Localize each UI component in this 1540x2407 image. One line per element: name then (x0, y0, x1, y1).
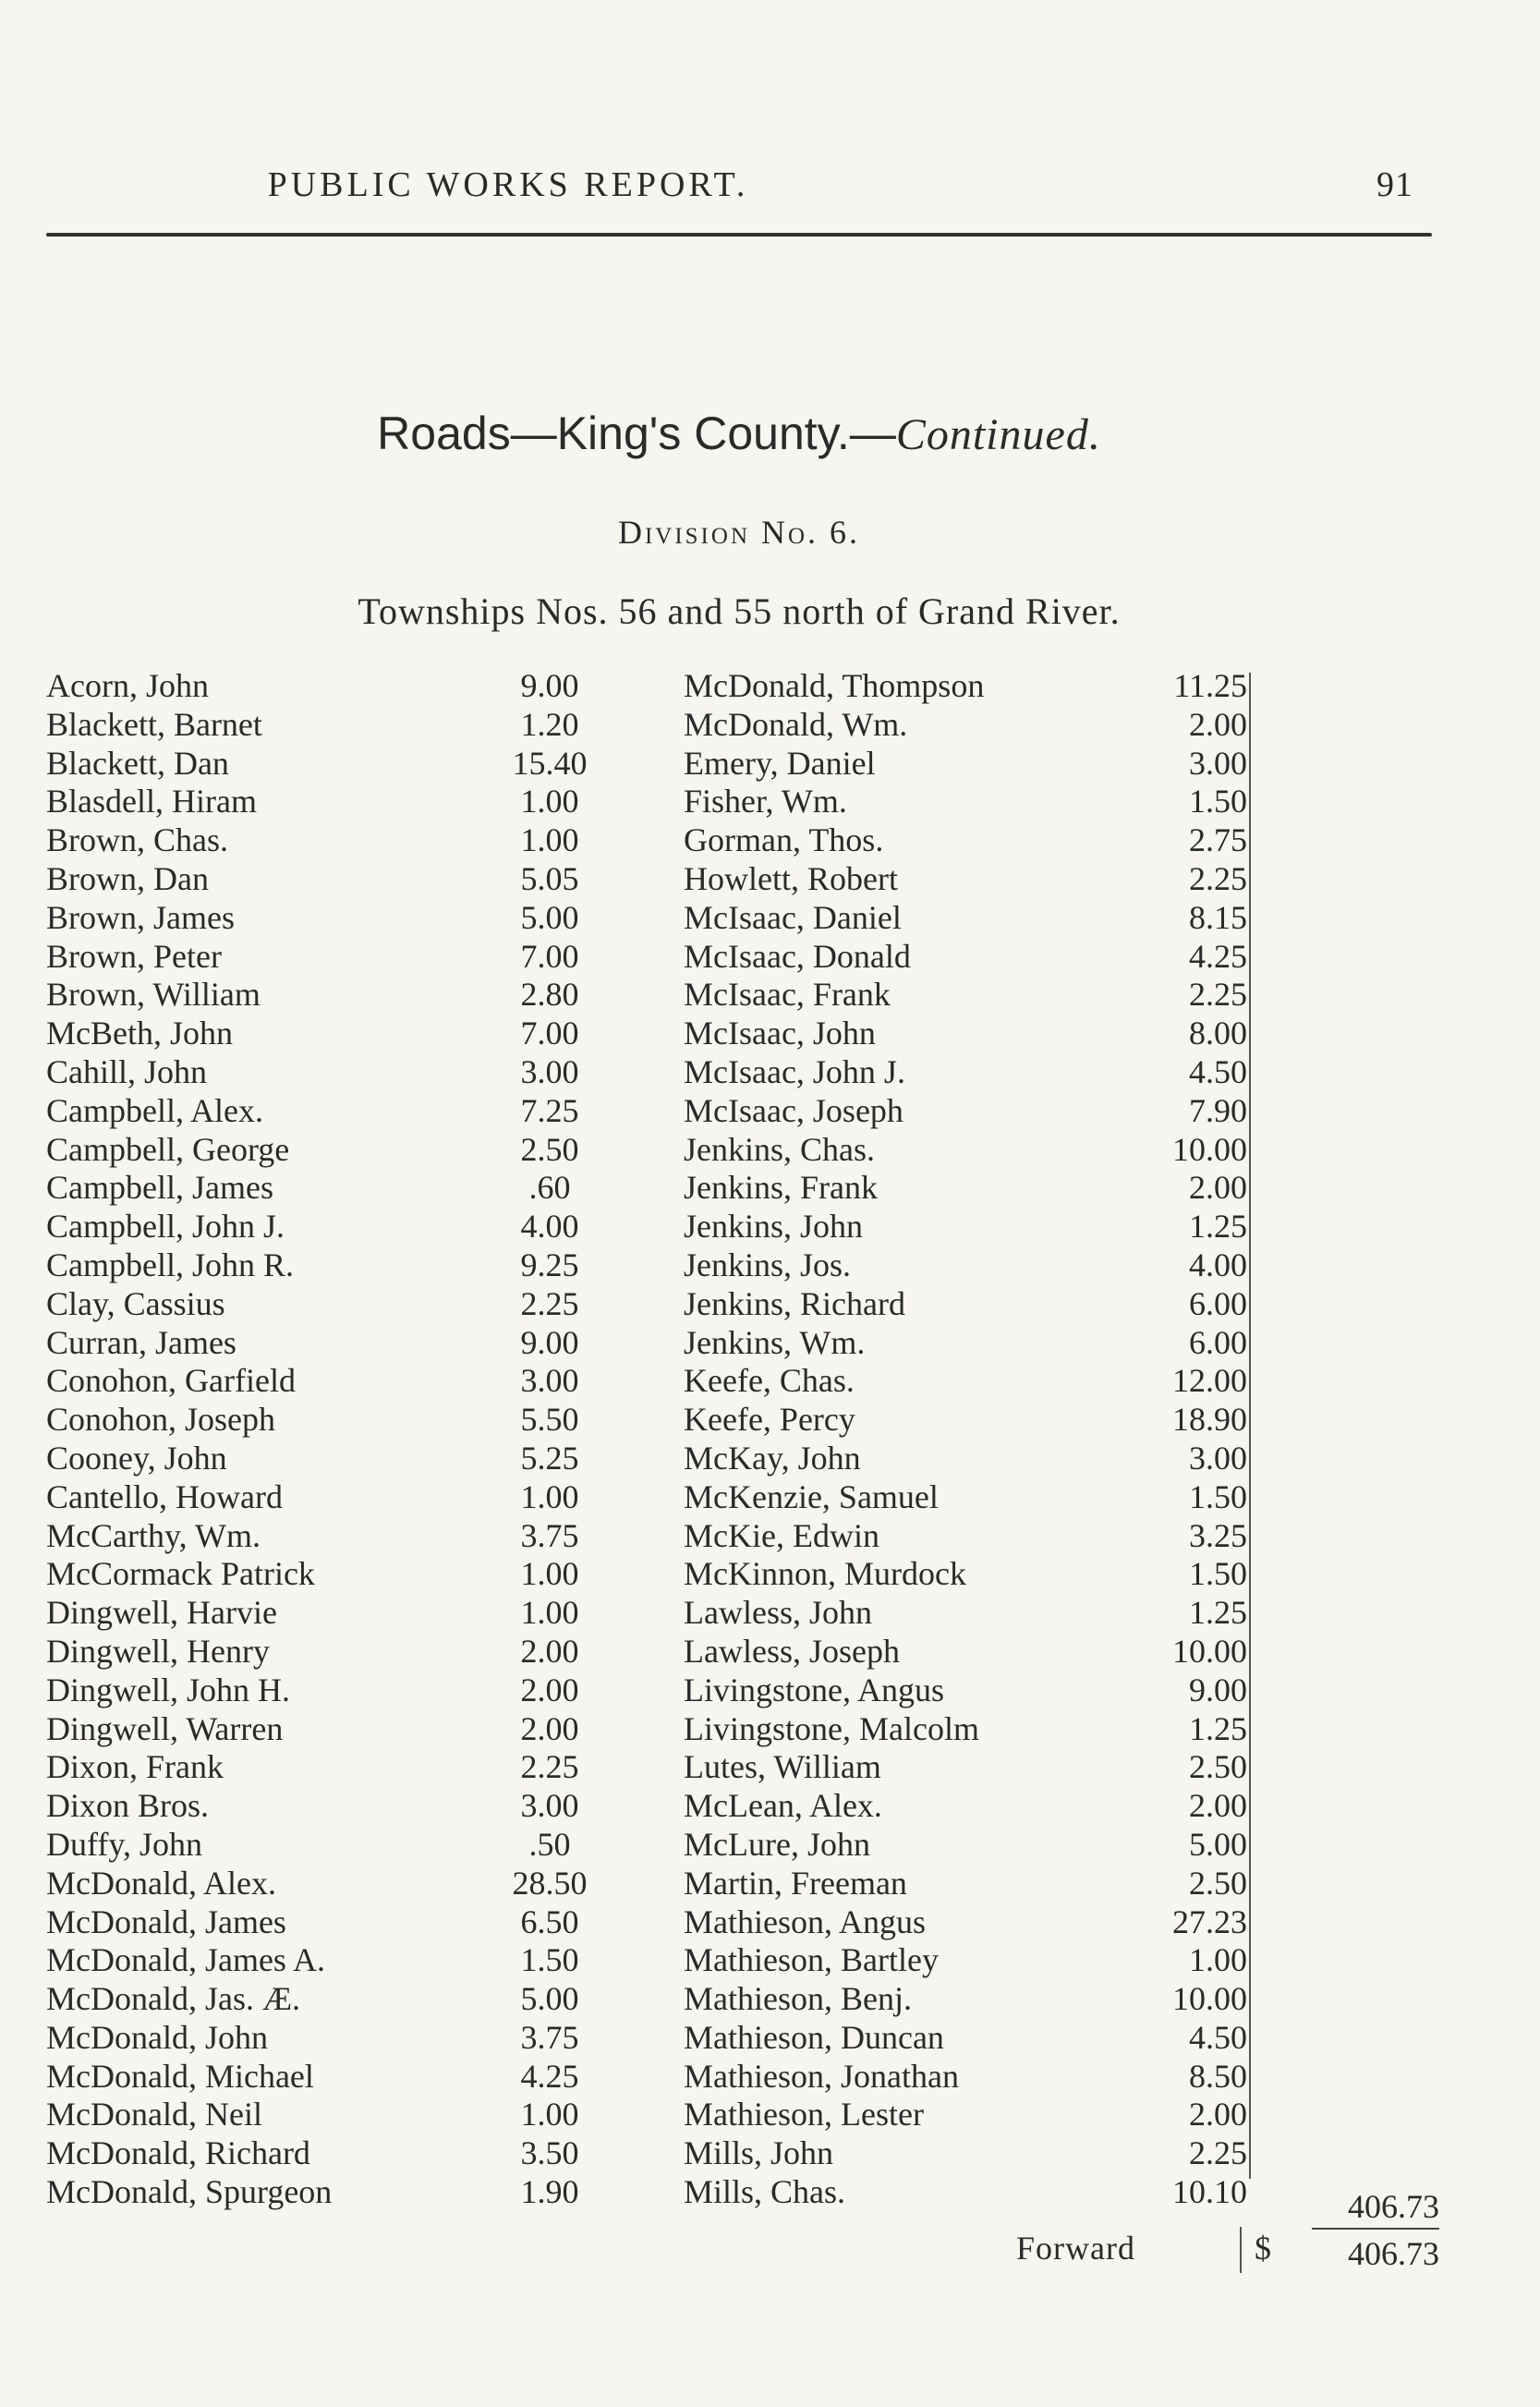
entry-name: Cantello, Howard (46, 1477, 283, 1515)
ledger-row (684, 1246, 1256, 1285)
ledger-row (46, 1672, 600, 1710)
entry-name: McIsaac, John (684, 1015, 876, 1052)
entry-amount: 7.00 (520, 1015, 579, 1052)
entry-name: McDonald, James (46, 1903, 286, 1940)
entry-amount: 2.00 (520, 1632, 579, 1670)
entry-amount: 1.50 (1189, 1555, 1247, 1593)
section-title (0, 407, 1478, 460)
entry-name: Emery, Daniel (684, 744, 876, 782)
ledger-row (46, 2134, 600, 2173)
entry-name: Martin, Freeman (684, 1864, 907, 1902)
ledger-row (684, 1787, 1256, 1826)
entry-amount: 1.00 (520, 1555, 579, 1593)
column-rule (1249, 673, 1251, 2179)
entry-name: Dingwell, John H. (46, 1671, 290, 1708)
ledger-row (684, 1826, 1256, 1865)
entry-name: Jenkins, Chas. (684, 1130, 875, 1168)
ledger-row (46, 1053, 600, 1092)
ledger-row (684, 860, 1256, 899)
entry-amount: 7.25 (520, 1091, 579, 1129)
entry-amount: 9.00 (1189, 1671, 1247, 1708)
entry-amount: 12.00 (1172, 1362, 1247, 1400)
entry-name: McCarthy, Wm. (46, 1516, 261, 1554)
ledger-row (684, 1517, 1256, 1556)
entry-name: Conohon, Garfield (46, 1362, 296, 1400)
entry-amount: 4.50 (1189, 2018, 1247, 2056)
entry-amount: 2.25 (1189, 976, 1247, 1014)
ledger-row (46, 1787, 600, 1826)
townships-subheading: Townships Nos. 56 and 55 north of Grand River. (358, 590, 1121, 632)
entry-name: Brown, Dan (46, 859, 209, 897)
ledger-row (684, 1092, 1256, 1131)
entry-amount: .60 (528, 1169, 571, 1207)
ledger-row (46, 1710, 600, 1749)
ledger-row (684, 1633, 1256, 1672)
ledger-row (684, 2173, 1256, 2212)
entry-name: McDonald, Richard (46, 2134, 310, 2172)
ledger-row (46, 1208, 600, 1246)
entry-amount: 2.50 (1189, 1748, 1247, 1786)
entry-amount: 5.05 (520, 859, 579, 897)
entry-amount: 2.00 (520, 1671, 579, 1708)
ledger-row (684, 1903, 1256, 1942)
entry-name: McCormack Patrick (46, 1555, 315, 1593)
entry-amount: 2.00 (1189, 705, 1247, 743)
entry-name: McIsaac, Frank (684, 976, 891, 1014)
ledger-row (684, 976, 1256, 1015)
entry-name: Fisher, Wm. (684, 783, 847, 821)
forward-rule (1240, 2227, 1242, 2273)
ledger-row (684, 1594, 1256, 1633)
ledger-row (684, 899, 1256, 938)
ledger-row (684, 783, 1256, 821)
forward-value: 406.73 (1348, 2235, 1439, 2272)
entry-amount: 1.50 (1189, 783, 1247, 821)
entry-amount: 1.25 (1189, 1208, 1247, 1246)
entry-amount: 8.50 (1189, 2057, 1247, 2095)
entry-amount: 4.25 (1189, 937, 1247, 975)
entry-name: Campbell, John J. (46, 1208, 285, 1246)
entry-amount: 3.00 (520, 1787, 579, 1825)
entry-amount: 1.50 (1189, 1477, 1247, 1515)
ledger-row (684, 1440, 1256, 1478)
entry-name: Duffy, John (46, 1825, 202, 1863)
left-column (46, 667, 600, 2212)
entry-amount: 3.00 (520, 1362, 579, 1400)
ledger-row (684, 1401, 1256, 1440)
ledger-row (684, 1324, 1256, 1363)
entry-amount: 2.75 (1189, 821, 1247, 859)
entry-name: Mills, John (684, 2134, 834, 2172)
section-title-main: Roads—King's County.— (377, 407, 896, 459)
ledger-row (46, 2096, 600, 2134)
entry-name: McKie, Edwin (684, 1516, 879, 1554)
ledger-row (684, 821, 1256, 860)
subtotal: 406.73 (1312, 2187, 1439, 2230)
entry-amount: 3.75 (520, 2018, 579, 2056)
entry-name: McDonald, Alex. (46, 1864, 276, 1902)
entry-name: McDonald, Jas. Æ. (46, 1980, 300, 2018)
ledger-row (684, 1672, 1256, 1710)
entry-amount: 10.00 (1172, 1130, 1247, 1168)
entry-amount: 27.23 (1172, 1903, 1247, 1940)
entry-amount: 1.25 (1189, 1709, 1247, 1747)
ledger-row (46, 1131, 600, 1170)
ledger-row (684, 1208, 1256, 1246)
header-rule (46, 233, 1432, 237)
ledger-row (46, 1517, 600, 1556)
entry-name: McDonald, Thompson (684, 667, 985, 704)
ledger-row (684, 1710, 1256, 1749)
ledger-row (46, 1362, 600, 1401)
entry-amount: 6.00 (1189, 1323, 1247, 1361)
entry-name: Blasdell, Hiram (46, 783, 257, 821)
ledger-row (46, 1826, 600, 1865)
entry-name: Dixon, Frank (46, 1748, 224, 1786)
entry-name: Jenkins, John (684, 1208, 864, 1246)
ledger-row (684, 1053, 1256, 1092)
entry-name: Campbell, Alex. (46, 1091, 263, 1129)
entry-name: Mathieson, Lester (684, 2096, 924, 2133)
entry-amount: 1.20 (520, 705, 579, 743)
entry-name: Mathieson, Angus (684, 1903, 927, 1940)
entry-name: Brown, William (46, 976, 261, 1014)
ledger-row (46, 1594, 600, 1633)
entry-amount: 6.50 (520, 1903, 579, 1940)
entry-name: McIsaac, John J. (684, 1052, 905, 1090)
entry-name: Mathieson, Benj. (684, 1980, 912, 2018)
entry-amount: 1.00 (520, 1477, 579, 1515)
ledger-row (46, 1748, 600, 1787)
ledger-row (684, 1941, 1256, 1980)
entry-name: McKenzie, Samuel (684, 1477, 939, 1515)
entry-name: McDonald, Spurgeon (46, 2173, 333, 2211)
ledger-row (684, 1478, 1256, 1517)
entry-amount: 1.00 (520, 783, 579, 821)
ledger-row (684, 1865, 1256, 1903)
entry-amount: 2.25 (1189, 2134, 1247, 2172)
entry-name: Lawless, John (684, 1594, 872, 1632)
ledger-row (46, 899, 600, 938)
entry-name: Clay, Cassius (46, 1284, 225, 1322)
entry-amount: 1.90 (520, 2173, 579, 2211)
entry-amount: 2.00 (1189, 1787, 1247, 1825)
entry-amount: 3.00 (1189, 744, 1247, 782)
ledger-row (684, 1555, 1256, 1594)
entry-name: Jenkins, Wm. (684, 1323, 866, 1361)
ledger-row (684, 1015, 1256, 1053)
entry-amount: 7.90 (1189, 1091, 1247, 1129)
entry-amount: 2.00 (1189, 2096, 1247, 2133)
entry-amount: 2.50 (520, 1130, 579, 1168)
ledger-row (684, 1362, 1256, 1401)
entry-name: Keefe, Chas. (684, 1362, 855, 1400)
entry-amount: 5.25 (520, 1439, 579, 1477)
division-heading: Division No. 6. (617, 514, 861, 551)
ledger-row (46, 1633, 600, 1672)
entry-name: McKay, John (684, 1439, 861, 1477)
entry-amount: 1.00 (520, 2096, 579, 2133)
ledger-row (46, 2058, 600, 2097)
ledger-row (46, 1169, 600, 1208)
ledger-row (684, 1748, 1256, 1787)
section-title-continued: Continued. (895, 410, 1101, 459)
entry-name: Campbell, John R. (46, 1246, 294, 1283)
entry-name: McIsaac, Donald (684, 937, 911, 975)
ledger-row (684, 1285, 1256, 1324)
entry-amount: 1.50 (520, 1941, 579, 1979)
entry-name: Blackett, Barnet (46, 705, 262, 743)
forward-currency: $ (1255, 2230, 1271, 2267)
entry-name: Dixon Bros. (46, 1787, 210, 1825)
entry-amount: 15.40 (512, 744, 588, 782)
entry-amount: 2.50 (1189, 1864, 1247, 1902)
ledger-row (46, 745, 600, 784)
ledger-row (46, 1246, 600, 1285)
entry-name: Livingstone, Malcolm (684, 1709, 979, 1747)
entry-amount: 5.00 (520, 1980, 579, 2018)
entry-amount: 9.00 (520, 667, 579, 704)
entry-amount: 1.00 (1189, 1941, 1247, 1979)
entry-name: Mills, Chas. (684, 2173, 846, 2211)
entry-name: Curran, James (46, 1323, 236, 1361)
entry-name: Conohon, Joseph (46, 1401, 276, 1439)
ledger-row (684, 667, 1256, 706)
right-column (684, 667, 1256, 2212)
ledger-row (46, 667, 600, 706)
entry-name: Jenkins, Frank (684, 1169, 878, 1207)
entry-amount: 3.00 (520, 1052, 579, 1090)
entry-name: McLure, John (684, 1825, 870, 1863)
entry-name: McDonald, James A. (46, 1941, 325, 1979)
entry-name: Cahill, John (46, 1052, 208, 1090)
entry-name: Lawless, Joseph (684, 1632, 900, 1670)
entry-amount: 8.15 (1189, 898, 1247, 936)
entry-name: McDonald, Neil (46, 2096, 262, 2133)
entry-name: McLean, Alex. (684, 1787, 882, 1825)
ledger-row (684, 938, 1256, 977)
entry-amount: 4.25 (520, 2057, 579, 2095)
entry-amount: 10.00 (1172, 1632, 1247, 1670)
ledger-row (46, 706, 600, 745)
entry-name: Jenkins, Richard (684, 1284, 905, 1322)
entry-name: Dingwell, Harvie (46, 1594, 277, 1632)
entry-name: Keefe, Percy (684, 1401, 855, 1439)
entry-name: Campbell, James (46, 1169, 273, 1207)
entry-amount: 1.00 (520, 1594, 579, 1632)
entry-name: Livingstone, Angus (684, 1671, 945, 1708)
entry-name: Blackett, Dan (46, 744, 229, 782)
entry-amount: 5.50 (520, 1401, 579, 1439)
entry-name: McDonald, John (46, 2018, 268, 2056)
entry-amount: 8.00 (1189, 1015, 1247, 1052)
ledger-row (46, 1941, 600, 1980)
ledger-row (46, 1903, 600, 1942)
entry-amount: 4.00 (520, 1208, 579, 1246)
entry-amount: 2.80 (520, 976, 579, 1014)
entry-amount: 18.90 (1172, 1401, 1247, 1439)
entry-amount: 10.10 (1172, 2173, 1247, 2211)
running-title: PUBLIC WORKS REPORT. (267, 165, 749, 204)
entry-name: Campbell, George (46, 1130, 290, 1168)
entry-amount: 10.00 (1172, 1980, 1247, 2018)
ledger-row (46, 1440, 600, 1478)
entry-name: McKinnon, Murdock (684, 1555, 966, 1593)
page-header (0, 164, 1540, 211)
entry-name: Mathieson, Bartley (684, 1941, 939, 1979)
ledger-row (46, 2019, 600, 2058)
entry-name: Brown, Chas. (46, 821, 228, 859)
ledger-row (46, 1401, 600, 1440)
entry-amount: 2.00 (1189, 1169, 1247, 1207)
entry-name: Cooney, John (46, 1439, 227, 1477)
ledger-row (46, 976, 600, 1015)
entry-name: Howlett, Robert (684, 859, 898, 897)
entry-name: McBeth, John (46, 1015, 233, 1052)
entry-name: Mathieson, Duncan (684, 2018, 944, 2056)
ledger-row (684, 1131, 1256, 1170)
entry-name: McIsaac, Joseph (684, 1091, 903, 1129)
entry-amount: 2.25 (1189, 859, 1247, 897)
ledger-row (684, 1980, 1256, 2019)
entry-name: McIsaac, Daniel (684, 898, 902, 936)
entry-amount: 6.00 (1189, 1284, 1247, 1322)
ledger-row (46, 821, 600, 860)
entry-name: Mathieson, Jonathan (684, 2057, 959, 2095)
entry-amount: .50 (528, 1825, 571, 1863)
entry-name: McDonald, Michael (46, 2057, 314, 2095)
entry-amount: 9.25 (520, 1246, 579, 1283)
entry-amount: 1.00 (520, 821, 579, 859)
entry-name: McDonald, Wm. (684, 705, 908, 743)
ledger-row (684, 2019, 1256, 2058)
entry-amount: 3.75 (520, 1516, 579, 1554)
ledger-row (46, 1015, 600, 1053)
ledger-row (684, 1169, 1256, 1208)
entry-name: Lutes, William (684, 1748, 881, 1786)
ledger-row (46, 860, 600, 899)
ledger-row (684, 2134, 1256, 2173)
entry-amount: 3.00 (1189, 1439, 1247, 1477)
entry-amount: 2.25 (520, 1748, 579, 1786)
entry-amount: 5.00 (1189, 1825, 1247, 1863)
entry-name: Brown, James (46, 898, 235, 936)
entry-amount: 7.00 (520, 937, 579, 975)
entry-name: Acorn, John (46, 667, 209, 704)
ledger-row (46, 1865, 600, 1903)
ledger-row (46, 783, 600, 821)
ledger-row (684, 706, 1256, 745)
ledger-row (46, 1555, 600, 1594)
ledger-row (46, 1324, 600, 1363)
entry-amount: 9.00 (520, 1323, 579, 1361)
page-number: 91 (1376, 165, 1413, 204)
ledger-row (46, 1285, 600, 1324)
entry-amount: 2.00 (520, 1709, 579, 1747)
entry-name: Brown, Peter (46, 937, 222, 975)
entry-amount: 5.00 (520, 898, 579, 936)
ledger-row (46, 2173, 600, 2212)
ledger-row (46, 1478, 600, 1517)
entry-amount: 2.25 (520, 1284, 579, 1322)
entry-amount: 3.25 (1189, 1516, 1247, 1554)
entry-name: Gorman, Thos. (684, 821, 884, 859)
entry-amount: 1.25 (1189, 1594, 1247, 1632)
entry-amount: 4.50 (1189, 1052, 1247, 1090)
entry-name: Dingwell, Henry (46, 1632, 270, 1670)
entry-amount: 11.25 (1173, 667, 1247, 704)
ledger-row (684, 2096, 1256, 2134)
ledger-row (46, 1092, 600, 1131)
entry-amount: 3.50 (520, 2134, 579, 2172)
ledger-row (46, 1980, 600, 2019)
ledger-row (684, 2058, 1256, 2097)
forward-label: Forward (1016, 2230, 1135, 2267)
ledger-row (46, 938, 600, 977)
entry-amount: 28.50 (512, 1864, 588, 1902)
entry-name: Dingwell, Warren (46, 1709, 284, 1747)
entry-name: Jenkins, Jos. (684, 1246, 852, 1283)
ledger-row (684, 745, 1256, 784)
entry-amount: 4.00 (1189, 1246, 1247, 1283)
